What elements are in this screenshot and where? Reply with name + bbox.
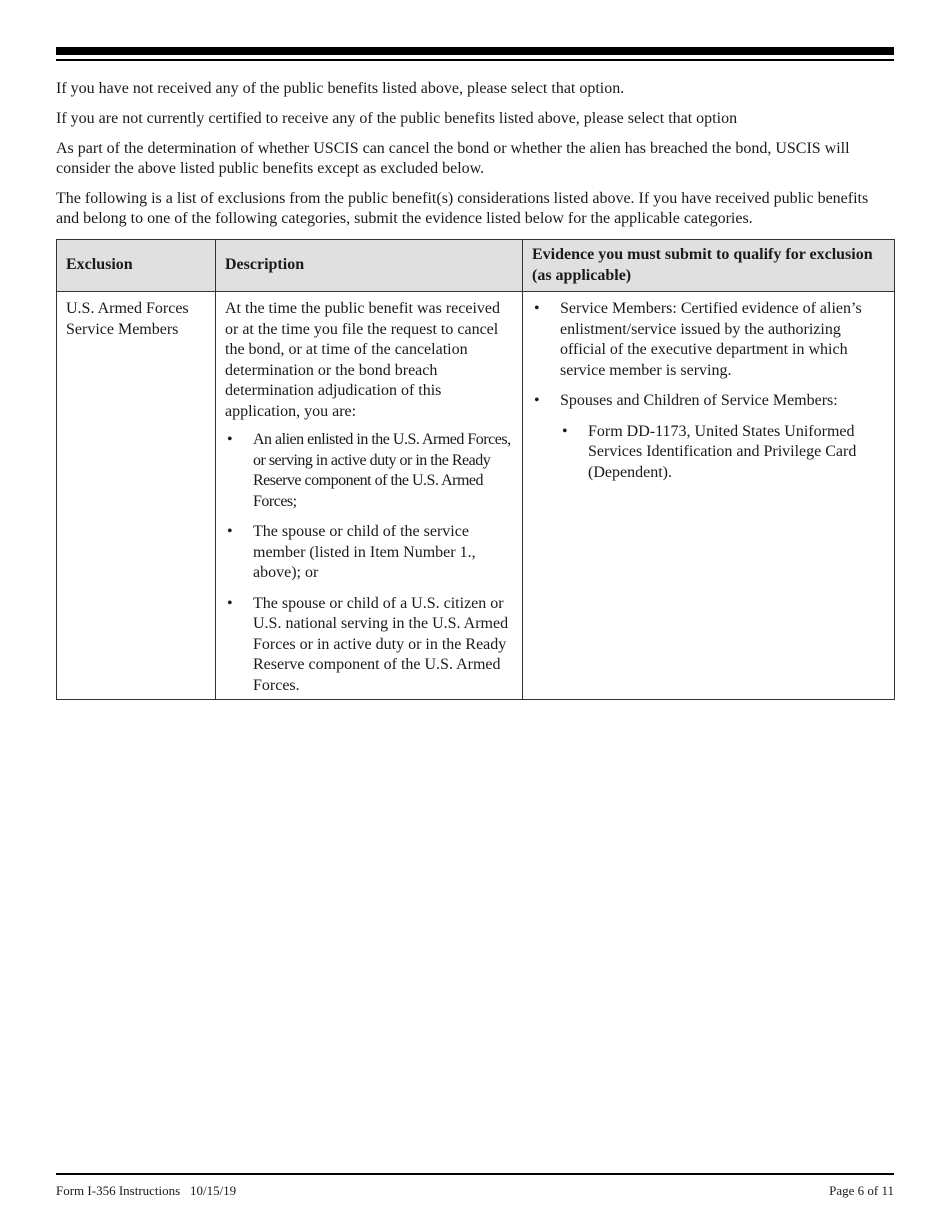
list-item: • The spouse or child of a U.S. citizen or U.S. national serving in the U.S. Armed Forces or in active duty or in the Ready Reserve component of the U.S. Armed Forces. — [225, 594, 513, 697]
cell-evidence — [523, 292, 895, 700]
evidence-list — [532, 299, 885, 483]
list-item: • Form DD-1173, United States Uniformed Services Identification and Privilege Card (Dependent). — [560, 422, 885, 484]
header-rule-thick — [56, 47, 894, 55]
table-row — [57, 292, 895, 700]
header-description: Description — [216, 240, 523, 292]
header-rule-thin — [56, 59, 894, 61]
cell-description — [216, 292, 523, 700]
cell-exclusion — [57, 292, 216, 700]
description-list — [225, 430, 513, 696]
evidence-sub-list — [560, 422, 885, 484]
intro-paragraph-2: If you are not currently certified to receive any of the public benefits listed above, please select that option — [56, 110, 738, 127]
intro-paragraph-1: If you have not received any of the public benefits listed above, please select that option. — [56, 80, 625, 97]
exclusions-table — [56, 239, 895, 700]
evidence-spouses-label: Spouses and Children of Service Members: — [560, 392, 838, 409]
footer-page-number: Page 6 of 11 — [829, 1183, 894, 1198]
list-item: • Service Members: Certified evidence of alien’s enlistment/service issued by the authorizing official of the executive department in which service member is serving. — [532, 299, 885, 381]
page-content — [56, 79, 894, 700]
intro-paragraph-4: The following is a list of exclusions from the public benefit(s) considerations listed above. If you have received public benefits and belong to one of the following categories, submit the evidence listed below for the applicable categories. — [56, 190, 869, 227]
exclusion-name: U.S. Armed Forces Service Members — [66, 300, 189, 338]
table-header-row — [57, 240, 895, 292]
intro-paragraph-3: As part of the determination of whether USCIS can cancel the bond or whether the alien has breached the bond, USCIS will consider the above listed public benefits except as excluded below. — [56, 140, 850, 177]
header-exclusion: Exclusion — [57, 240, 216, 292]
header-evidence: Evidence you must submit to qualify for exclusion (as applicable) — [523, 240, 895, 292]
list-item: • The spouse or child of the service member (listed in Item Number 1., above); or — [225, 522, 513, 584]
footer-rule — [56, 1173, 894, 1175]
description-intro: At the time the public benefit was received or at the time you file the request to cancel the bond, or at time of the cancelation determination or the bond breach determination adjudication of this application, you are: — [225, 300, 501, 420]
list-item — [532, 391, 885, 483]
list-item: • An alien enlisted in the U.S. Armed Forces, or serving in active duty or in the Ready Reserve component of the U.S. Armed Forces; — [225, 430, 513, 512]
footer-form-id: Form I-356 Instructions 10/15/19 — [56, 1183, 237, 1198]
